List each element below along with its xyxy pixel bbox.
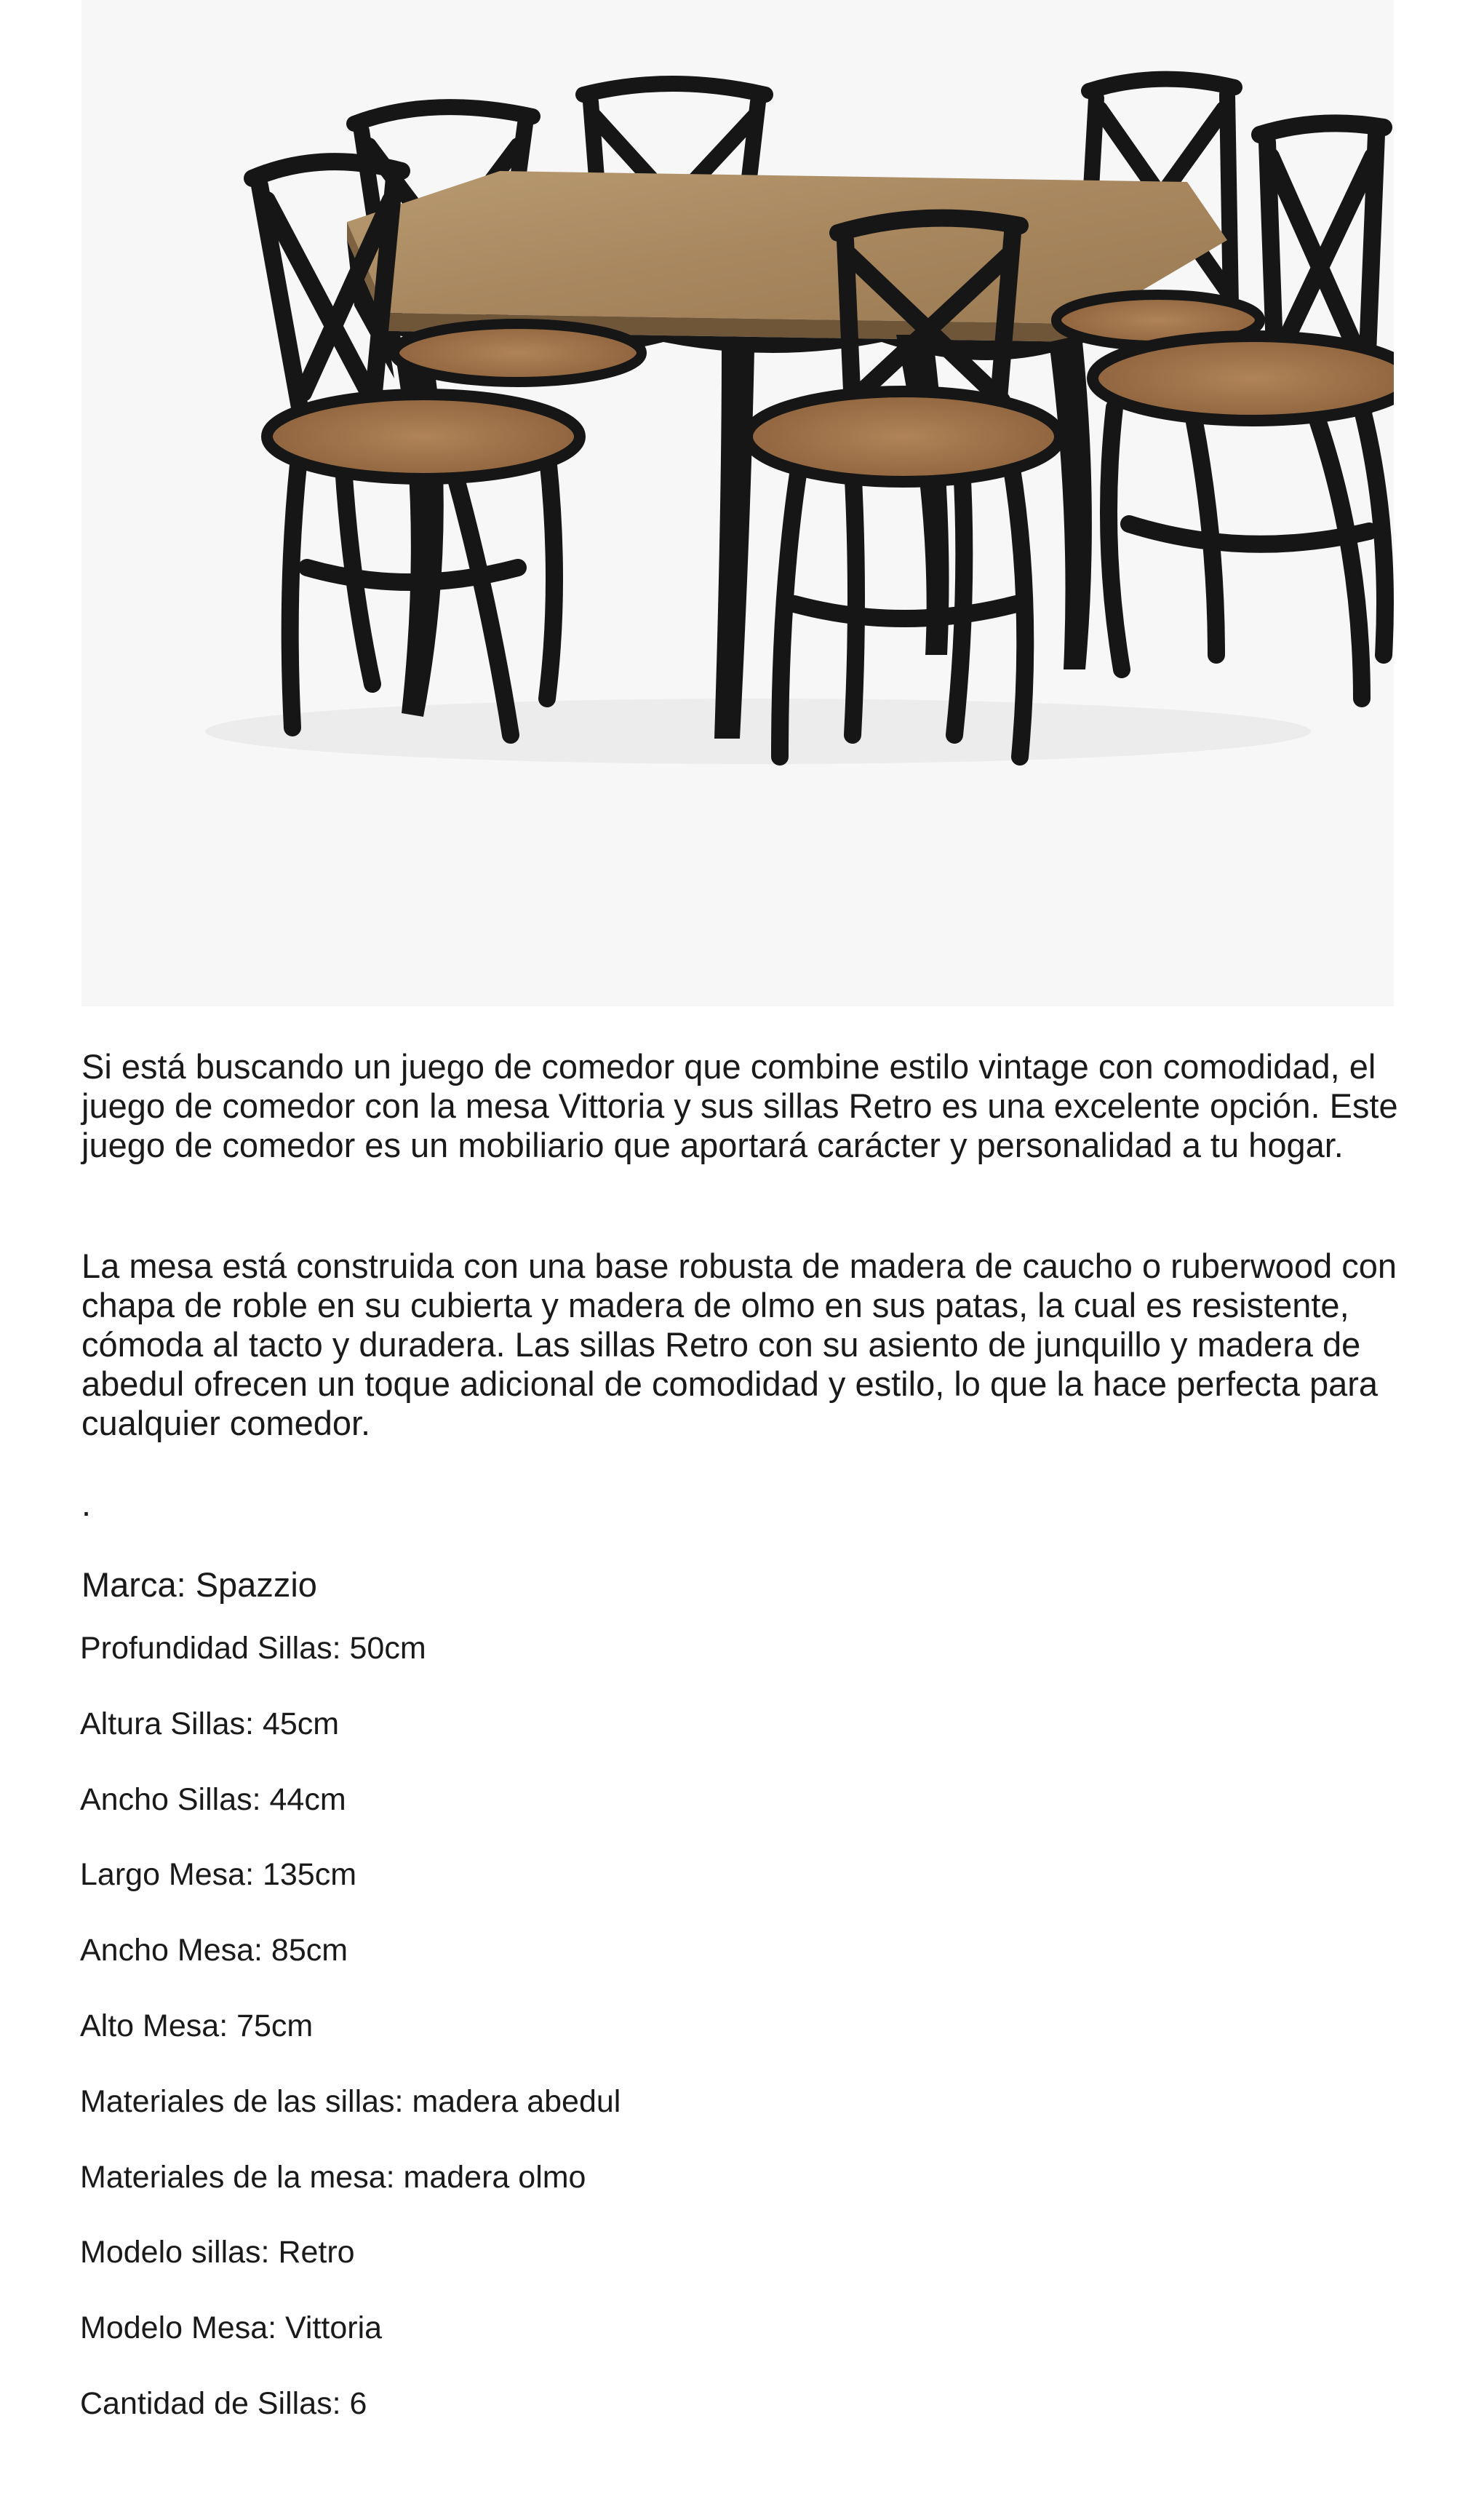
spec-item: Modelo Mesa: Vittoria bbox=[80, 2310, 383, 2346]
separator-dot: . bbox=[81, 1484, 92, 1523]
product-photo bbox=[81, 0, 1394, 1006]
description-paragraph-2: La mesa está construida con una base robusta de madera de caucho o ruberwood con chapa de roble en su cubierta y madera de olmo en sus patas, la cual es resistente, cómoda al tacto y duradera. Las sillas Retro con su asiento de junquillo y madera de abedul ofrecen un toque adicional de comodidad y estilo, lo que la hace perfecta para cualquier comedor. bbox=[81, 1247, 1397, 1442]
dining-set-photo-icon bbox=[81, 0, 1394, 1006]
spec-item: Ancho Mesa: 85cm bbox=[80, 1933, 348, 1968]
spec-item: Altura Sillas: 45cm bbox=[80, 1706, 340, 1741]
spec-item: Materiales de la mesa: madera olmo bbox=[80, 2159, 586, 2195]
spec-item: Cantidad de Sillas: 6 bbox=[80, 2385, 367, 2421]
spec-item: Modelo sillas: Retro bbox=[80, 2235, 355, 2270]
brand-label: Marca: Spazzio bbox=[81, 1565, 317, 1604]
spec-item: Profundidad Sillas: 50cm bbox=[80, 1631, 426, 1666]
specs-list bbox=[80, 1630, 621, 2461]
spec-item: Materiales de las sillas: madera abedul bbox=[80, 2083, 621, 2119]
spec-item: Alto Mesa: 75cm bbox=[80, 2008, 314, 2043]
spec-item: Largo Mesa: 135cm bbox=[80, 1857, 357, 1893]
spec-item: Ancho Sillas: 44cm bbox=[80, 1781, 346, 1817]
description-paragraph-1: Si está buscando un juego de comedor que combine estilo vintage con comodidad, el juego de comedor con la mesa Vittoria y sus sillas Retro es una excelente opción. Este juego de comedor es un mobiliario que aportará carácter y personalidad a tu hogar. bbox=[81, 1047, 1398, 1164]
